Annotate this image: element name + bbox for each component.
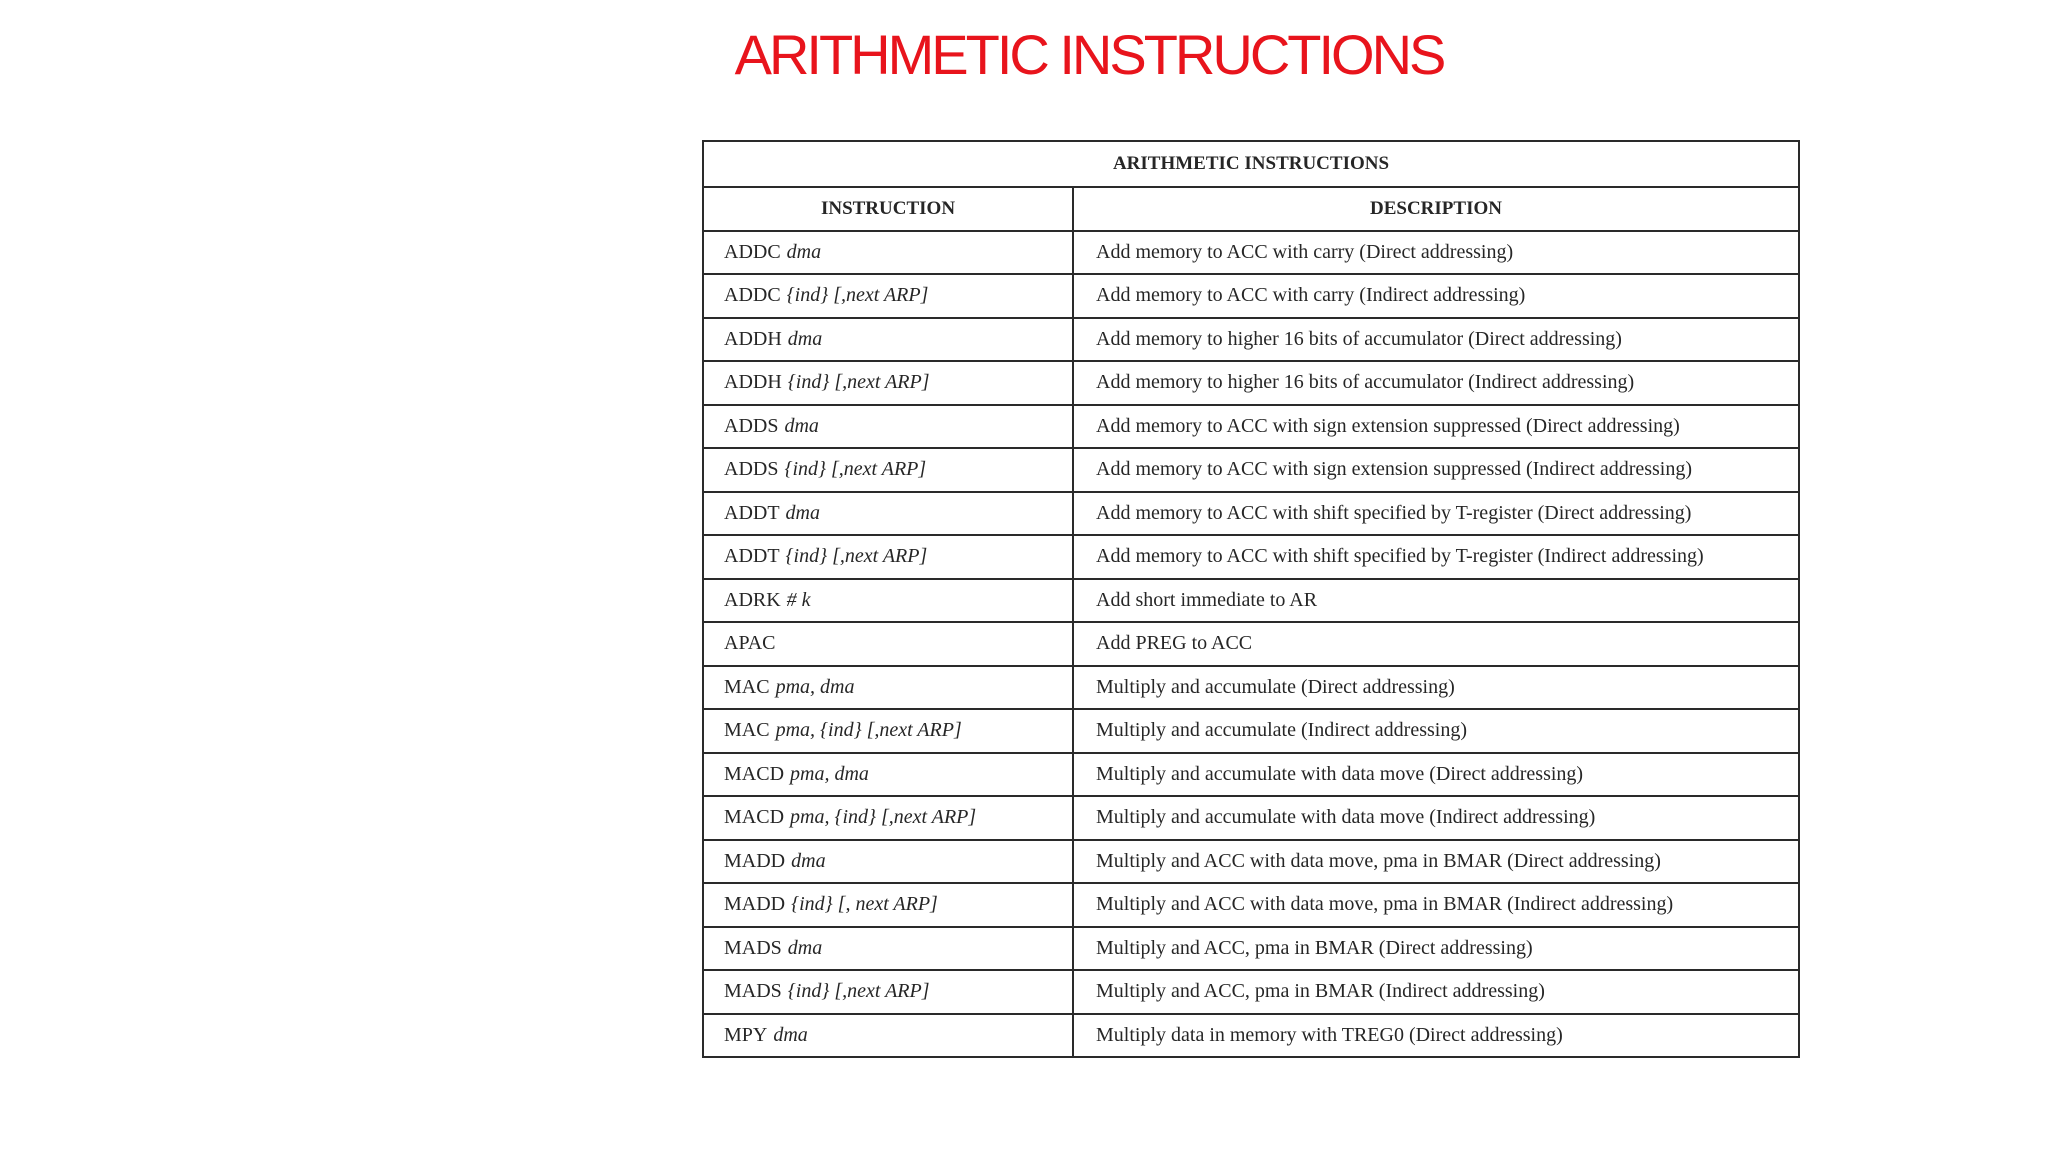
instruction-cell <box>703 492 1073 536</box>
description-cell: Add memory to ACC with shift specified by T-register (Direct addressing) <box>1073 492 1799 536</box>
instruction-cell <box>703 753 1073 797</box>
table-row <box>703 796 1799 840</box>
instruction-mnemonic: MADD <box>724 849 786 872</box>
table-row <box>703 535 1799 579</box>
table-row <box>703 622 1799 666</box>
description-cell: Add PREG to ACC <box>1073 622 1799 666</box>
instruction-operands: pma, dma <box>790 762 869 785</box>
instruction-cell <box>703 361 1073 405</box>
description-cell: Multiply and accumulate with data move (Indirect addressing) <box>1073 796 1799 840</box>
instruction-cell <box>703 535 1073 579</box>
description-cell: Add memory to ACC with sign extension suppressed (Direct addressing) <box>1073 405 1799 449</box>
instruction-operands: {ind} [,next ARP] <box>784 458 927 481</box>
column-header-description: DESCRIPTION <box>1073 187 1799 231</box>
instruction-operands: dma <box>785 501 820 524</box>
instruction-cell <box>703 709 1073 753</box>
instruction-operands: pma, {ind} [,next ARP] <box>775 719 962 742</box>
instruction-mnemonic: MADS <box>724 936 782 959</box>
instruction-cell <box>703 579 1073 623</box>
instruction-cell <box>703 796 1073 840</box>
instruction-mnemonic: MAC <box>724 675 770 698</box>
table-row <box>703 753 1799 797</box>
instruction-operands: {ind} [, next ARP] <box>791 893 938 916</box>
table-row <box>703 1014 1799 1058</box>
instruction-operands: dma <box>773 1023 808 1046</box>
instruction-cell <box>703 405 1073 449</box>
instruction-mnemonic: MAC <box>724 719 770 742</box>
instruction-mnemonic: MADD <box>724 893 786 916</box>
instruction-cell <box>703 448 1073 492</box>
table-row <box>703 579 1799 623</box>
instruction-operands: dma <box>791 849 826 872</box>
table-caption: ARITHMETIC INSTRUCTIONS <box>703 141 1799 187</box>
column-header-instruction: INSTRUCTION <box>703 187 1073 231</box>
description-cell: Multiply and ACC, pma in BMAR (Indirect addressing) <box>1073 970 1799 1014</box>
description-cell: Add memory to ACC with shift specified by T-register (Indirect addressing) <box>1073 535 1799 579</box>
description-cell: Add memory to ACC with sign extension suppressed (Indirect addressing) <box>1073 448 1799 492</box>
instruction-cell <box>703 274 1073 318</box>
table-row <box>703 492 1799 536</box>
instruction-operands: dma <box>787 327 823 350</box>
description-cell: Add memory to higher 16 bits of accumulator (Direct addressing) <box>1073 318 1799 362</box>
instruction-table <box>702 140 1800 1058</box>
instruction-mnemonic: ADDH <box>724 371 782 394</box>
instruction-mnemonic: MPY <box>724 1023 768 1046</box>
instruction-cell <box>703 318 1073 362</box>
table-header-row <box>703 187 1799 231</box>
instruction-operands: dma <box>787 936 823 959</box>
instruction-mnemonic: MACD <box>724 806 785 829</box>
table-row <box>703 318 1799 362</box>
instruction-cell <box>703 231 1073 275</box>
instruction-operands: pma, dma <box>775 675 855 698</box>
instruction-mnemonic: MACD <box>724 762 785 785</box>
instruction-cell <box>703 927 1073 971</box>
table-row <box>703 448 1799 492</box>
table-row <box>703 405 1799 449</box>
table-row <box>703 361 1799 405</box>
instruction-mnemonic: ADDH <box>724 327 782 350</box>
instruction-operands: dma <box>784 414 819 437</box>
description-cell: Add short immediate to AR <box>1073 579 1799 623</box>
description-cell: Add memory to ACC with carry (Indirect addressing) <box>1073 274 1799 318</box>
instruction-operands: {ind} [,next ARP] <box>786 284 929 307</box>
instruction-mnemonic: ADDC <box>724 240 781 263</box>
description-cell: Multiply and accumulate (Indirect addressing) <box>1073 709 1799 753</box>
instruction-cell <box>703 622 1073 666</box>
table-row <box>703 970 1799 1014</box>
instruction-operands: {ind} [,next ARP] <box>785 545 928 568</box>
table-row <box>703 840 1799 884</box>
description-cell: Multiply and accumulate with data move (Direct addressing) <box>1073 753 1799 797</box>
table-row <box>703 666 1799 710</box>
instruction-operands: {ind} [,next ARP] <box>787 980 930 1003</box>
description-cell: Add memory to ACC with carry (Direct addressing) <box>1073 231 1799 275</box>
description-cell: Add memory to higher 16 bits of accumulator (Indirect addressing) <box>1073 361 1799 405</box>
table-row <box>703 709 1799 753</box>
description-cell: Multiply and ACC with data move, pma in BMAR (Direct addressing) <box>1073 840 1799 884</box>
table-caption-row <box>703 141 1799 187</box>
instruction-mnemonic: MADS <box>724 980 782 1003</box>
description-cell: Multiply data in memory with TREG0 (Direct addressing) <box>1073 1014 1799 1058</box>
instruction-mnemonic: ADDC <box>724 284 781 307</box>
instruction-cell <box>703 666 1073 710</box>
instruction-mnemonic: ADDS <box>724 414 779 437</box>
table-row <box>703 274 1799 318</box>
instruction-mnemonic: APAC <box>724 632 776 655</box>
instruction-mnemonic: ADDT <box>724 501 780 524</box>
table-body <box>703 231 1799 1058</box>
description-cell: Multiply and accumulate (Direct addressing) <box>1073 666 1799 710</box>
instruction-cell <box>703 840 1073 884</box>
instruction-operands: dma <box>786 240 822 263</box>
instruction-mnemonic: ADDS <box>724 458 779 481</box>
table-row <box>703 231 1799 275</box>
instruction-operands: # k <box>786 588 811 611</box>
table-row <box>703 883 1799 927</box>
instruction-cell <box>703 970 1073 1014</box>
description-cell: Multiply and ACC with data move, pma in BMAR (Indirect addressing) <box>1073 883 1799 927</box>
instruction-cell <box>703 1014 1073 1058</box>
table-row <box>703 927 1799 971</box>
slide-title: ARITHMETIC INSTRUCTIONS <box>734 23 1444 86</box>
instruction-mnemonic: ADRK <box>724 588 781 611</box>
instruction-operands: pma, {ind} [,next ARP] <box>790 806 977 829</box>
instruction-cell <box>703 883 1073 927</box>
instruction-operands: {ind} [,next ARP] <box>787 371 930 394</box>
description-cell: Multiply and ACC, pma in BMAR (Direct addressing) <box>1073 927 1799 971</box>
instruction-mnemonic: ADDT <box>724 545 780 568</box>
